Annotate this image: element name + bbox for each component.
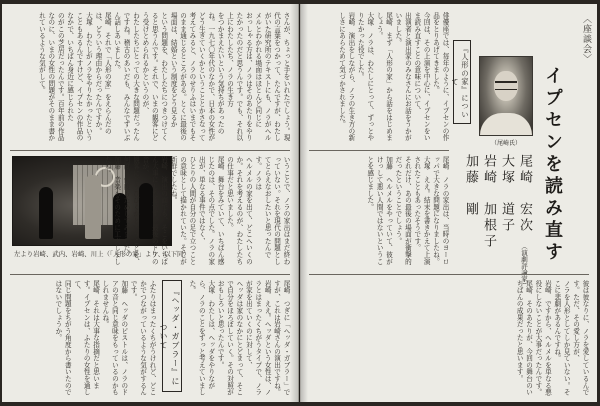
portrait-glasses (495, 81, 517, 90)
text-column: 加藤 ヘッダのピストルは、ノラのドアの音と同じ意味をもっているのかもしれませんね。 (100, 280, 128, 396)
right-intro-text (309, 12, 449, 146)
text-column: ヘルメルの家を出て、どこへいくのか。それを考えるのが、わたしたちの仕事だと思いました。 (225, 156, 253, 265)
speaker-name (497, 154, 516, 234)
text-column: 岩崎 ですから、ヘルメルを単なる悪役にしないことが大事だったんです。 (533, 280, 552, 396)
divider (10, 150, 290, 151)
text-column: 加藤 音楽もそのために工夫しましたね。 (103, 156, 121, 265)
speaker-name-text: 大塚 道子 (499, 154, 514, 234)
right-bottom-text (309, 280, 589, 396)
text-column: 考えてみると、ノラのせりふはいまでもそのまま通じるところがある。とくに最後の場面は、結婚という制度をどう見るか (169, 12, 196, 142)
series-label: 〈座談会〉 (581, 14, 591, 64)
text-column: 岩崎 演出をしながら、ノラの生き方の新しさにあらためて気づかされました。 (337, 12, 355, 142)
divider (309, 274, 589, 275)
text-column: 出演者と演出家のみなさんにお話をうかがいました。 (393, 12, 412, 142)
section-heading-hedda: 『ヘッダ・ガブラー』について (162, 280, 182, 392)
portrait-shoulders (480, 113, 532, 135)
speaker-name (461, 154, 480, 218)
speaker-role: （演劇評論家） (520, 243, 528, 289)
text-column: 観客にどうひびくかということを、何度も何度もためしてみました。 (122, 156, 140, 265)
portrait-photo (479, 56, 533, 136)
text-column: 尾崎 舞台をみていて、いちばん感じたのは、その点でした。ノラの家出が、単なる事件ではなく、 (197, 156, 225, 265)
text-column: 加藤 ヘルメルをやっていて、彼がけっして悪い人間ではないということを感じました。 (365, 156, 393, 265)
text-column: おっしゃる方は、ノラはそのあたりをやりたかったのだと思うんです。でも、それ以上にわたしたち、ノラの生き方 (225, 12, 253, 142)
article-title: イプセンを読み直す (542, 66, 563, 264)
text-column: 同じ問題をちがう角度から書いたのではないでしょうか。 (53, 280, 72, 396)
text-column: 俳優座では、毎年のように、イプセンの作品をとりあげてきました。 (431, 12, 449, 142)
text-column: 岩崎 ええ。ヘッダという女性は、ノラとはまったくちがうタイプで、ノラが家を出ていくのに対して、 (244, 280, 272, 396)
left-bottom-text-left (10, 280, 156, 396)
left-page (2, 4, 299, 402)
right-mid-text (309, 156, 449, 268)
divider (10, 274, 290, 275)
text-column: ふたりはまったくちがうけれど、どこかでつながっているような気がするんです。 (129, 280, 156, 396)
text-column: それだけ、あの最後の場面が衝撃的だったということでしょう。 (393, 156, 412, 265)
text-column: という問題を、わたしたちにつきつけてくると思うんです。それで、いまの観客にどう受けとめられるかというのが、 (140, 12, 168, 142)
text-column: 尾崎 まず「人形の家」から話をはじめましょう。 (375, 12, 393, 142)
right-page (300, 4, 597, 402)
text-column: 尾崎 それは大事な指摘だと思います。イプセンは、ふたりの女性を通して、 (72, 280, 100, 396)
text-column: ノラを人形としてしか見ていない。そこに悲劇があるんですね。 (552, 280, 571, 396)
text-column: ヘッダは家のなかにとどまって、そこで自分をほろぼしていく。その対照がおもしろいと思ったんです。 (216, 280, 243, 396)
text-column: 尾崎 そのあたりが、今回の舞台のいちばんの成果だったと思います。 (515, 280, 533, 396)
text-column: いうことで、ノラの家出はまだ終わっていない。それを現代の問題としてとらえなおしたいと思ったんです。ノラは (253, 156, 290, 265)
speaker-name-text: 尾崎 宏次 (517, 154, 532, 234)
text-column: 岩崎 演出の面でも、そこをいちばん大事にしたんです。最後のドアの音が、 (140, 156, 168, 265)
text-column: 大塚 わたしがノラをやりたかったということもあるんですけど、イプセンの作品のなかで、いちばん身近に感じられた (65, 12, 93, 142)
page-gutter (290, 4, 308, 402)
left-bottom-text-right (188, 280, 290, 396)
text-column: のがこの芝居だったんです。百年前の作品なのに、いまの女性の問題がそのまま書かれているような気がして。 (37, 12, 65, 142)
left-top-text (10, 12, 290, 146)
text-column: わたしたちにとっての大きな問題だったんですね。稽古のあいだも、みんなでずいぶん話しあいました。 (112, 12, 140, 142)
text-column: 尾崎 それで「人形の家」をえらんだのは、どういう理由からだったんですか。 (93, 12, 112, 135)
left-lower-text (103, 156, 290, 268)
text-column: 今回は、その上演を中心に、イプセンをいま読み直すことの意味について、 (412, 12, 431, 142)
text-column: 大塚 わたしは、ヘッダをやりながら、ノラのことをずっと考えていました。 (187, 280, 215, 396)
speaker-name (515, 154, 534, 289)
photo-caption: 左より岩崎、武内、岩崎、川上（「人形の家」より、以下同） (14, 250, 190, 258)
speaker-name-text: 岩崎 加根子 (481, 154, 496, 250)
speaker-name (479, 154, 498, 250)
text-column: さんが、ちょっと手をいれたでしょう。現代の言葉をつかって、たんですが、わたしがいた研究所のテキストにも、ノラがヘルメルとわかれる場面はほとんど同じに (253, 12, 290, 142)
figure-shape (85, 175, 101, 239)
figure-shape (39, 187, 53, 239)
text-column: 彼は彼なりに、ノラを愛しているんです。ただ、その愛し方が、 (571, 280, 589, 396)
text-column: 大塚 ええ。結末を書きかえて上演されたこともあったそうです。 (412, 156, 431, 265)
portrait-caption: （尾崎氏） (491, 140, 522, 147)
text-column: 尾崎 ノラの家出は、当時のヨーロッパで大きな問題になりましたね。 (431, 156, 449, 265)
text-column: 尾崎 つぎに「ヘッダ・ガブラー」ですが、これは岩崎さんの演出ですね。 (272, 280, 290, 396)
text-column: ひとりの人間が自分の足で立つことの意味として描かれていた。そこが新鮮でしたね。 (169, 156, 196, 265)
text-column: 大塚 ノラは、わたしにとって、ずっとやりたかった役でした。 (356, 12, 374, 142)
divider (309, 150, 449, 151)
text-column: をつかまえたいという気持ちがあったのね。一九七〇年代のなかで、日本の女性がどう生きていくかということとかさなって (197, 12, 225, 142)
section-heading-dolls-house: 『人形の家』について (453, 40, 471, 124)
speaker-name-text: 加藤 剛 (463, 154, 478, 218)
